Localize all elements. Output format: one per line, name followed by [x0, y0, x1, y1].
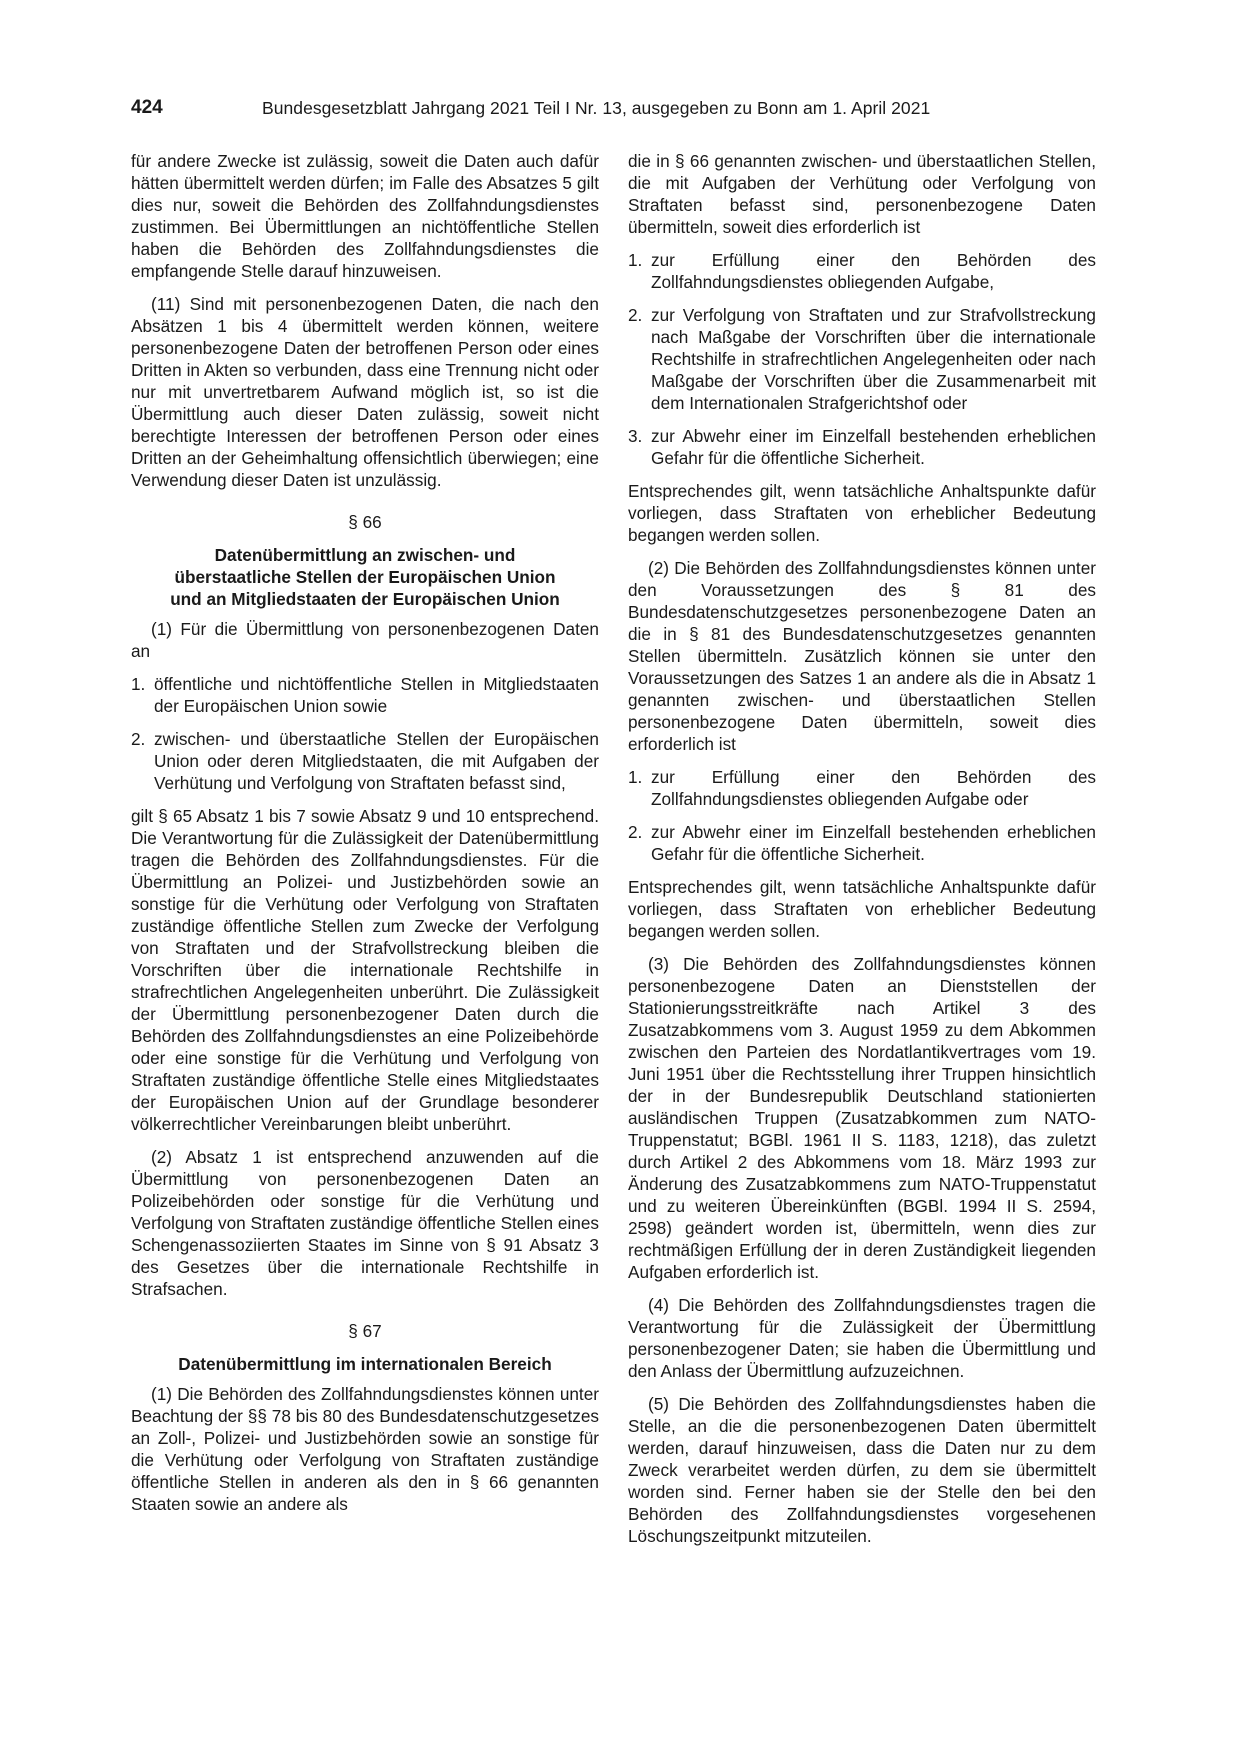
- right-column: [628, 150, 1096, 1558]
- section-title-66-line-2: überstaatliche Stellen der Europäischen Union: [174, 567, 556, 587]
- list-item-number: 1.: [628, 250, 643, 270]
- enumeration-67-1: [628, 249, 1096, 469]
- list-item-text: zur Abwehr einer im Einzelfall bestehenden erheblichen Gefahr für die öffentliche Sicherheit.: [651, 426, 1096, 468]
- list-item-text: zwischen- und überstaatliche Stellen der Europäischen Union oder deren Mitgliedstaaten, die mit Aufgaben der Verhütung und Verfolgung von Straftaten befasst sind,: [154, 729, 599, 793]
- page-header: [131, 97, 1112, 123]
- section-title-66: [131, 544, 599, 610]
- list-item-text: zur Erfüllung einer den Behörden des Zollfahndungsdienstes obliegenden Aufgabe,: [651, 250, 1096, 292]
- paragraph-67-2-tail: Entsprechendes gilt, wenn tatsächliche Anhaltspunkte dafür vorliegen, dass Straftaten von erheblicher Bedeutung begangen werden sollen.: [628, 877, 1096, 941]
- list-item: [628, 766, 1096, 810]
- list-item-number: 2.: [628, 305, 643, 325]
- enumeration-66-1: [131, 673, 599, 794]
- list-item-text: öffentliche und nichtöffentliche Stellen in Mitgliedstaaten der Europäischen Union sowie: [154, 674, 599, 716]
- paragraph-67-3: (3) Die Behörden des Zollfahndungsdienstes können personenbezogene Daten an Dienststellen der Stationierungsstreitkräfte nach Artikel 3 des Zusatzabkommens vom 3. August 1959 zu dem Abkommen zwischen den Parteien des Nordatlantikvertrages vom 19. Juni 1951 über die Rechtsstellung ihrer Truppen hinsichtlich der in der Bundesrepublik Deutschland stationierten ausländischen Truppen (Zusatzabkommen zum NATO-Truppenstatut; BGBl. 1961 II S. 1183, 1218), das zuletzt durch Artikel 2 des Abkommens vom 18. März 1993 zur Änderung des Zusatzabkommens zum NATO-Truppenstatut und zu weiteren Übereinkünften (BGBl. 1994 II S. 2594, 2598) geändert worden ist, übermitteln, wenn dies zur rechtmäßigen Erfüllung der in deren Zuständigkeit liegenden Aufgaben erforderlich ist.: [628, 954, 1096, 1282]
- paragraph-continuation: für andere Zwecke ist zulässig, soweit die Daten auch dafür hätten übermittelt werden dürfen; im Falle des Absatzes 5 gilt dies nur, soweit die Behörden des Zollfahndungsdienstes zustimmen. Bei Übermittlungen an nichtöffentliche Stellen haben die Behörden des Zollfahndungsdienstes die empfangende Stelle darauf hinzuweisen.: [131, 151, 599, 281]
- list-item: [131, 673, 599, 717]
- section-title-67: Datenübermittlung im internationalen Bereich: [178, 1354, 552, 1374]
- list-item-text: zur Erfüllung einer den Behörden des Zollfahndungsdienstes obliegenden Aufgabe oder: [651, 767, 1096, 809]
- paragraph-67-1-tail: Entsprechendes gilt, wenn tatsächliche Anhaltspunkte dafür vorliegen, dass Straftaten von erheblicher Bedeutung begangen werden sollen.: [628, 481, 1096, 545]
- paragraph-66-1-continuation: gilt § 65 Absatz 1 bis 7 sowie Absatz 9 und 10 entsprechend. Die Verantwortung für die Zulässigkeit der Datenübermittlung tragen die Behörden des Zollfahndungsdienstes. Für die Übermittlung an Polizei- und Justizbehörden sowie an sonstige für die Verhütung oder Verfolgung von Straftaten zuständige öffentliche Stellen zum Zwecke der Verfolgung von Straftaten und der Strafvollstreckung bleiben die Vorschriften über die internationale Rechtshilfe in strafrechtlichen Angelegenheiten unberührt. Die Zulässigkeit der Übermittlung personenbezogener Daten durch die Behörden des Zollfahndungsdienstes an eine Polizeibehörde oder eine sonstige für die Verhütung und Verfolgung von Straftaten zuständige öffentliche Stelle eines Mitgliedstaates der Europäischen Union auf der Grundlage besonderer völkerrechtlicher Vereinbarungen bleibt unberührt.: [131, 806, 599, 1134]
- list-item-number: 1.: [628, 767, 643, 787]
- paragraph-65-11: (11) Sind mit personenbezogenen Daten, die nach den Absätzen 1 bis 4 übermittelt werden können, weitere personenbezogene Daten der betroffenen Person oder eines Dritten in Akten so verbunden, dass eine Trennung nicht oder nur mit unvertretbarem Aufwand möglich ist, so ist die Übermittlung auch dieser Daten zulässig, soweit nicht berechtigte Interessen der betroffenen Person oder eines Dritten an der Geheimhaltung offensichtlich überwiegen; eine Verwendung dieser Daten ist unzulässig.: [131, 294, 599, 490]
- section-number-67: § 67: [348, 1321, 382, 1341]
- paragraph-66-1: (1) Für die Übermittlung von personenbezogenen Daten an: [131, 619, 599, 661]
- running-head: Bundesgesetzblatt Jahrgang 2021 Teil I Nr. 13, ausgegeben zu Bonn am 1. April 2021: [262, 98, 931, 118]
- paragraph-67-5: (5) Die Behörden des Zollfahndungsdienstes haben die Stelle, an die die personenbezogenen Daten übermittelt werden, darauf hinzuweisen, dass die Daten nur zu dem Zweck verarbeitet werden dürfen, zu dem sie übermittelt worden sind. Ferner haben sie der Stelle den bei den Behörden des Zollfahndungsdienstes vorgesehenen Löschungszeitpunkt mitzuteilen.: [628, 1394, 1096, 1546]
- section-title-66-line-1: Datenübermittlung an zwischen- und: [214, 545, 516, 565]
- section-title-66-line-3: und an Mitgliedstaaten der Europäischen Union: [170, 589, 560, 609]
- page-number: 424: [131, 97, 163, 118]
- list-item: [628, 304, 1096, 414]
- enumeration-67-2: [628, 766, 1096, 865]
- paragraph-66-2: (2) Absatz 1 ist entsprechend anzuwenden auf die Übermittlung von personenbezogenen Daten an Polizeibehörden oder sonstige für die Verhütung und Verfolgung von Straftaten zuständige öffentliche Stellen eines Schengenassoziierten Staates im Sinne von § 91 Absatz 3 des Gesetzes über die internationale Rechtshilfe in Strafsachen.: [131, 1147, 599, 1299]
- left-column: [131, 150, 599, 1526]
- list-item: [131, 728, 599, 794]
- list-item-number: 2.: [628, 822, 643, 842]
- paragraph-67-2: (2) Die Behörden des Zollfahndungsdienstes können unter den Voraussetzungen des § 81 des Bundesdatenschutzgesetzes personenbezogene Daten an die in § 81 des Bundesdatenschutzgesetzes genannten Stellen übermitteln. Zusätzlich können sie unter den Voraussetzungen des Satzes 1 an andere als die in Absatz 1 genannten zwischen- und überstaatlichen Stellen personenbezogene Daten übermitteln, soweit dies erforderlich ist: [628, 558, 1096, 754]
- list-item: [628, 821, 1096, 865]
- list-item-number: 3.: [628, 426, 643, 446]
- list-item-text: zur Verfolgung von Straftaten und zur Strafvollstreckung nach Maßgabe der Vorschriften über die internationale Rechtshilfe in strafrechtlichen Angelegenheiten oder nach Maßgabe der Vorschriften über die Zusammenarbeit mit dem Internationalen Strafgerichtshof oder: [651, 305, 1096, 413]
- list-item-text: zur Abwehr einer im Einzelfall bestehenden erheblichen Gefahr für die öffentliche Sicherheit.: [651, 822, 1096, 864]
- paragraph-67-1: (1) Die Behörden des Zollfahndungsdienstes können unter Beachtung der §§ 78 bis 80 des Bundesdatenschutzgesetzes an Zoll-, Polizei- und Justizbehörden sowie an sonstige für die Verhütung oder Verfolgung von Straftaten zuständige öffentliche Stellen in anderen als den in § 66 genannten Staaten sowie an andere als: [131, 1384, 599, 1514]
- section-number-66: § 66: [348, 512, 382, 532]
- list-item-number: 1.: [131, 674, 146, 694]
- list-item: [628, 425, 1096, 469]
- paragraph-67-4: (4) Die Behörden des Zollfahndungsdienstes tragen die Verantwortung für die Zulässigkeit der Übermittlung personenbezogener Daten; sie haben die Übermittlung und den Anlass der Übermittlung aufzuzeichnen.: [628, 1295, 1096, 1381]
- list-item: [628, 249, 1096, 293]
- paragraph-67-1-continuation: die in § 66 genannten zwischen- und überstaatlichen Stellen, die mit Aufgaben der Verhütung oder Verfolgung von Straftaten befasst sind, personenbezogene Daten übermitteln, soweit dies erforderlich ist: [628, 151, 1096, 237]
- list-item-number: 2.: [131, 729, 146, 749]
